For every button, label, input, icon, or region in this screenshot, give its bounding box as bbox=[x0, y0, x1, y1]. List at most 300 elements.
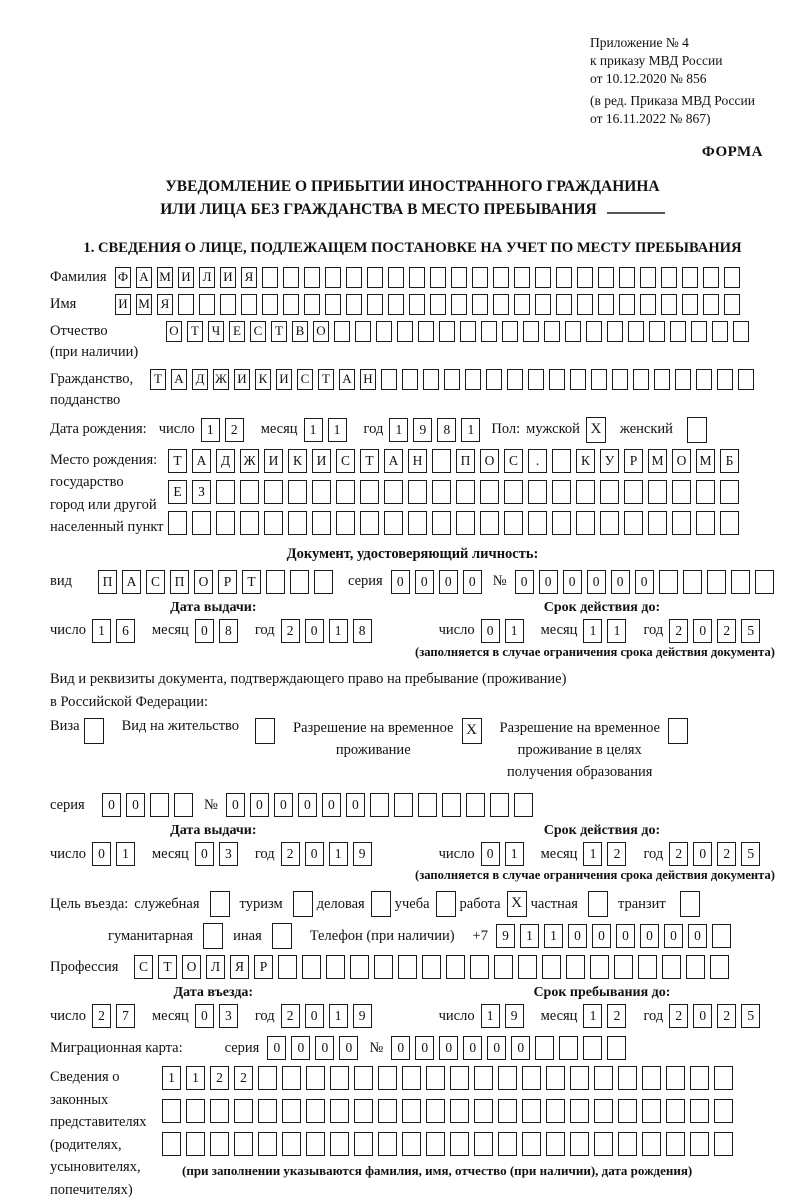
birth-place-cells-1 bbox=[168, 449, 744, 473]
char-box bbox=[304, 267, 320, 288]
birth-place-label-line2: государство bbox=[50, 474, 124, 491]
char-box: 0 bbox=[611, 570, 630, 594]
char-box bbox=[255, 718, 275, 744]
char-box: 0 bbox=[315, 1036, 334, 1060]
char-box bbox=[162, 1099, 181, 1123]
char-box bbox=[619, 294, 635, 315]
char-box bbox=[619, 267, 635, 288]
birth-place-label-line4: населенный пункт bbox=[50, 519, 164, 536]
char-box bbox=[522, 1132, 541, 1156]
char-box bbox=[306, 1066, 325, 1090]
char-box bbox=[388, 294, 404, 315]
char-box bbox=[486, 369, 502, 390]
char-box: В bbox=[292, 321, 308, 342]
limited-validity-note: (заполняется в случае ограничения срока действия документа) bbox=[415, 868, 775, 883]
char-box: Т bbox=[242, 570, 261, 594]
char-box bbox=[302, 955, 321, 979]
char-box bbox=[423, 369, 439, 390]
char-box: 0 bbox=[195, 619, 214, 643]
official-checkbox bbox=[210, 891, 234, 917]
char-box bbox=[432, 449, 451, 473]
char-box bbox=[451, 294, 467, 315]
char-box bbox=[576, 511, 595, 535]
char-box: Р bbox=[218, 570, 237, 594]
valid-until-heading: Срок действия до: bbox=[543, 823, 661, 839]
char-box: 0 bbox=[415, 1036, 434, 1060]
identity-doc-heading: Документ, удостоверяющий личность: bbox=[286, 545, 539, 562]
header-line: от 16.11.2022 № 867) bbox=[590, 111, 711, 127]
char-box bbox=[312, 511, 331, 535]
char-box bbox=[691, 321, 707, 342]
char-box bbox=[258, 1099, 277, 1123]
char-box: 2 bbox=[717, 619, 736, 643]
char-box bbox=[552, 480, 571, 504]
patronymic-label bbox=[50, 321, 158, 363]
temp-permit-edu-checkbox bbox=[668, 718, 692, 744]
char-box bbox=[474, 1099, 493, 1123]
char-box bbox=[474, 1066, 493, 1090]
char-box: Т bbox=[187, 321, 203, 342]
doc-valid-day-cells bbox=[481, 619, 529, 643]
char-box: 0 bbox=[635, 570, 654, 594]
char-box bbox=[633, 369, 649, 390]
char-box: 0 bbox=[226, 793, 245, 817]
male-label: мужской bbox=[526, 421, 580, 438]
char-box bbox=[522, 1066, 541, 1090]
patronymic-row bbox=[50, 321, 775, 363]
char-box bbox=[614, 955, 633, 979]
female-checkbox bbox=[687, 417, 711, 443]
char-box: М bbox=[696, 449, 715, 473]
char-box bbox=[330, 1099, 349, 1123]
char-box: 0 bbox=[664, 924, 683, 948]
char-box bbox=[594, 1132, 613, 1156]
char-box bbox=[654, 369, 670, 390]
char-box bbox=[451, 267, 467, 288]
char-box: 1 bbox=[201, 418, 220, 442]
char-box: 0 bbox=[102, 793, 121, 817]
char-box bbox=[264, 480, 283, 504]
char-box bbox=[314, 570, 333, 594]
char-box bbox=[490, 793, 509, 817]
char-box: 6 bbox=[116, 619, 135, 643]
char-box bbox=[465, 369, 481, 390]
char-box bbox=[494, 955, 513, 979]
char-box bbox=[470, 955, 489, 979]
char-box bbox=[378, 1066, 397, 1090]
humanitarian-label: гуманитарная bbox=[108, 927, 194, 944]
char-box bbox=[577, 294, 593, 315]
phone-cells bbox=[496, 924, 736, 948]
char-box bbox=[418, 793, 437, 817]
tourism-label: туризм bbox=[239, 895, 283, 912]
char-box bbox=[430, 294, 446, 315]
doc-type-cells bbox=[98, 570, 338, 594]
char-box bbox=[618, 1132, 637, 1156]
char-box bbox=[426, 1132, 445, 1156]
char-box bbox=[330, 1132, 349, 1156]
char-box bbox=[518, 955, 537, 979]
representatives-label-line3: представителях bbox=[50, 1114, 147, 1131]
doc-number-label: № bbox=[492, 573, 507, 590]
day-label: число bbox=[158, 421, 195, 438]
char-box bbox=[703, 267, 719, 288]
char-box: О bbox=[194, 570, 213, 594]
char-box bbox=[666, 1132, 685, 1156]
birth-month-cells bbox=[304, 418, 352, 442]
char-box bbox=[199, 294, 215, 315]
char-box: И bbox=[220, 267, 236, 288]
char-box bbox=[535, 267, 551, 288]
char-box bbox=[649, 321, 665, 342]
char-box: 0 bbox=[92, 842, 111, 866]
year-label: год bbox=[643, 622, 664, 639]
year-label: год bbox=[643, 845, 664, 862]
birth-date-row bbox=[50, 417, 775, 443]
temp-permit-checkbox bbox=[462, 718, 486, 744]
char-box: М bbox=[136, 294, 152, 315]
char-box bbox=[640, 267, 656, 288]
char-box bbox=[398, 955, 417, 979]
char-box: 0 bbox=[126, 793, 145, 817]
char-box: 0 bbox=[693, 619, 712, 643]
char-box bbox=[262, 267, 278, 288]
char-box bbox=[456, 480, 475, 504]
char-box: 0 bbox=[322, 793, 341, 817]
header-line: от 10.12.2020 № 856 bbox=[590, 70, 707, 86]
char-box: С bbox=[146, 570, 165, 594]
representatives-rows bbox=[162, 1066, 738, 1179]
char-box bbox=[670, 321, 686, 342]
char-box bbox=[556, 294, 572, 315]
char-box: 0 bbox=[274, 793, 293, 817]
entry-year-cells bbox=[281, 1004, 377, 1028]
char-box bbox=[546, 1132, 565, 1156]
char-box bbox=[354, 1099, 373, 1123]
char-box bbox=[422, 955, 441, 979]
char-box: П bbox=[170, 570, 189, 594]
char-box bbox=[402, 1099, 421, 1123]
char-box bbox=[258, 1132, 277, 1156]
char-box bbox=[402, 1132, 421, 1156]
char-box: Р bbox=[254, 955, 273, 979]
char-box: Р bbox=[624, 449, 643, 473]
char-box: 1 bbox=[505, 842, 524, 866]
char-box bbox=[384, 480, 403, 504]
doc-issue-day-cells bbox=[92, 619, 140, 643]
char-box: А bbox=[136, 267, 152, 288]
char-box bbox=[336, 511, 355, 535]
phone-label: Телефон (при наличии) bbox=[309, 927, 455, 944]
char-box: 2 bbox=[281, 1004, 300, 1028]
birth-place-label bbox=[50, 449, 168, 539]
char-box: 0 bbox=[592, 924, 611, 948]
char-box bbox=[474, 1132, 493, 1156]
stay-until-heading: Срок пребывания до: bbox=[533, 985, 671, 1001]
permit-issue-group bbox=[50, 823, 377, 866]
char-box: 0 bbox=[439, 1036, 458, 1060]
char-box bbox=[409, 267, 425, 288]
char-box bbox=[546, 1066, 565, 1090]
char-box bbox=[686, 955, 705, 979]
char-box: Я bbox=[230, 955, 249, 979]
char-box bbox=[618, 1099, 637, 1123]
char-box bbox=[648, 480, 667, 504]
month-label: месяц bbox=[540, 845, 578, 862]
char-box bbox=[216, 480, 235, 504]
char-box bbox=[84, 718, 104, 744]
char-box bbox=[354, 1066, 373, 1090]
char-box: О bbox=[166, 321, 182, 342]
char-box: 0 bbox=[693, 842, 712, 866]
char-box bbox=[628, 321, 644, 342]
char-box bbox=[690, 1132, 709, 1156]
char-box bbox=[535, 1036, 554, 1060]
char-box bbox=[672, 480, 691, 504]
char-box: 1 bbox=[389, 418, 408, 442]
forma-label: ФОРМА bbox=[701, 144, 763, 161]
char-box: О bbox=[480, 449, 499, 473]
char-box bbox=[370, 793, 389, 817]
char-box: 0 bbox=[250, 793, 269, 817]
study-label: учеба bbox=[394, 895, 430, 912]
char-box: Я bbox=[157, 294, 173, 315]
char-box bbox=[409, 294, 425, 315]
char-box bbox=[306, 1132, 325, 1156]
char-box: 0 bbox=[568, 924, 587, 948]
char-box bbox=[566, 955, 585, 979]
issue-date-heading: Дата выдачи: bbox=[170, 823, 257, 839]
char-box bbox=[367, 267, 383, 288]
char-box: 0 bbox=[688, 924, 707, 948]
profession-row bbox=[50, 955, 775, 979]
day-label: число bbox=[50, 845, 86, 862]
doc-type-row bbox=[50, 570, 775, 594]
year-label: год bbox=[254, 622, 275, 639]
char-box: 1 bbox=[607, 619, 626, 643]
char-box bbox=[460, 321, 476, 342]
permit-issue-year-cells bbox=[281, 842, 377, 866]
transit-checkbox bbox=[680, 891, 704, 917]
char-box: 7 bbox=[116, 1004, 135, 1028]
given-name-label: Имя bbox=[50, 295, 77, 312]
permit-series-label: серия bbox=[50, 796, 85, 813]
study-checkbox bbox=[436, 891, 460, 917]
char-box: 2 bbox=[92, 1004, 111, 1028]
char-box: Е bbox=[168, 480, 187, 504]
char-box bbox=[720, 480, 739, 504]
doc-issue-month-cells bbox=[195, 619, 243, 643]
char-box bbox=[374, 955, 393, 979]
doc-series-cells bbox=[391, 570, 487, 594]
permit-issue-day-cells bbox=[92, 842, 140, 866]
tourism-checkbox bbox=[293, 891, 317, 917]
char-box bbox=[549, 369, 565, 390]
permit-valid-day-cells bbox=[481, 842, 529, 866]
char-box bbox=[290, 570, 309, 594]
char-box bbox=[724, 294, 740, 315]
entry-day-cells bbox=[92, 1004, 140, 1028]
char-box: 1 bbox=[329, 842, 348, 866]
char-box bbox=[731, 570, 750, 594]
char-box: Н bbox=[408, 449, 427, 473]
char-box bbox=[367, 294, 383, 315]
char-box bbox=[326, 955, 345, 979]
char-box bbox=[696, 511, 715, 535]
male-checkbox bbox=[586, 417, 610, 443]
char-box: 0 bbox=[391, 570, 410, 594]
char-box bbox=[714, 1132, 733, 1156]
birth-year-cells bbox=[389, 418, 485, 442]
surname-label: Фамилия bbox=[50, 268, 107, 285]
char-box: Ж bbox=[213, 369, 229, 390]
char-box bbox=[588, 891, 608, 917]
char-box bbox=[576, 480, 595, 504]
month-label: месяц bbox=[260, 421, 298, 438]
char-box: Т bbox=[318, 369, 334, 390]
char-box: Я bbox=[241, 267, 257, 288]
char-box: 2 bbox=[607, 1004, 626, 1028]
char-box bbox=[210, 1132, 229, 1156]
permit-series-cells bbox=[102, 793, 198, 817]
char-box bbox=[264, 511, 283, 535]
char-box: 1 bbox=[505, 619, 524, 643]
char-box: 9 bbox=[413, 418, 432, 442]
representatives-label-line5: усыновителях, bbox=[50, 1159, 141, 1176]
char-box: 9 bbox=[505, 1004, 524, 1028]
char-box: X bbox=[462, 718, 482, 744]
given-name-row bbox=[50, 294, 775, 315]
representatives-cells-1 bbox=[162, 1066, 738, 1090]
char-box: X bbox=[507, 891, 527, 917]
char-box: 2 bbox=[281, 619, 300, 643]
doc-number-cells bbox=[515, 570, 779, 594]
char-box bbox=[472, 294, 488, 315]
char-box: 0 bbox=[267, 1036, 286, 1060]
char-box bbox=[682, 267, 698, 288]
char-box bbox=[330, 1066, 349, 1090]
permit-valid-month-cells bbox=[583, 842, 631, 866]
char-box bbox=[680, 891, 700, 917]
other-label: иная bbox=[233, 927, 262, 944]
patronymic-label-line1: Отчество bbox=[50, 322, 108, 339]
char-box: 2 bbox=[210, 1066, 229, 1090]
char-box: 2 bbox=[717, 842, 736, 866]
stay-year-cells bbox=[669, 1004, 765, 1028]
transit-label: транзит bbox=[617, 895, 666, 912]
char-box bbox=[522, 1099, 541, 1123]
char-box bbox=[607, 1036, 626, 1060]
temp-permit-caption-line2: проживание bbox=[335, 741, 411, 758]
char-box bbox=[640, 294, 656, 315]
char-box bbox=[371, 891, 391, 917]
birth-place-cells-2 bbox=[168, 480, 744, 504]
doc-issue-year-cells bbox=[281, 619, 377, 643]
doc-valid-group bbox=[439, 600, 766, 643]
char-box bbox=[672, 511, 691, 535]
char-box bbox=[717, 369, 733, 390]
char-box bbox=[283, 294, 299, 315]
char-box bbox=[426, 1099, 445, 1123]
char-box: А bbox=[339, 369, 355, 390]
day-label: число bbox=[438, 622, 475, 639]
char-box: 0 bbox=[346, 793, 365, 817]
char-box: X bbox=[586, 417, 606, 443]
char-box bbox=[282, 1132, 301, 1156]
char-box bbox=[283, 267, 299, 288]
char-box bbox=[258, 1066, 277, 1090]
char-box: И bbox=[115, 294, 131, 315]
char-box: 5 bbox=[741, 842, 760, 866]
char-box bbox=[168, 511, 187, 535]
char-box bbox=[662, 955, 681, 979]
permit-valid-year-cells bbox=[669, 842, 765, 866]
char-box: З bbox=[192, 480, 211, 504]
char-box: 1 bbox=[461, 418, 480, 442]
char-box bbox=[624, 480, 643, 504]
birth-place-rows bbox=[168, 449, 744, 542]
char-box bbox=[432, 511, 451, 535]
char-box bbox=[607, 321, 623, 342]
char-box: 1 bbox=[92, 619, 111, 643]
representatives-label-line6: попечителях) bbox=[50, 1181, 133, 1198]
char-box: Т bbox=[150, 369, 166, 390]
char-box bbox=[598, 267, 614, 288]
entry-purpose-row2 bbox=[50, 923, 775, 949]
char-box bbox=[594, 1066, 613, 1090]
char-box bbox=[266, 570, 285, 594]
char-box bbox=[583, 1036, 602, 1060]
char-box: 0 bbox=[563, 570, 582, 594]
char-box bbox=[480, 511, 499, 535]
char-box bbox=[450, 1099, 469, 1123]
char-box: Т bbox=[360, 449, 379, 473]
char-box: С bbox=[250, 321, 266, 342]
day-label: число bbox=[438, 845, 475, 862]
char-box: 9 bbox=[353, 842, 372, 866]
char-box: 8 bbox=[437, 418, 456, 442]
char-box bbox=[186, 1099, 205, 1123]
char-box bbox=[687, 417, 707, 443]
char-box bbox=[436, 891, 456, 917]
char-box: 5 bbox=[741, 619, 760, 643]
residence-checkbox bbox=[255, 718, 279, 744]
char-box bbox=[360, 511, 379, 535]
char-box: П bbox=[98, 570, 117, 594]
char-box bbox=[234, 1099, 253, 1123]
birth-place-block bbox=[50, 449, 775, 542]
char-box: 2 bbox=[669, 1004, 688, 1028]
private-label: частная bbox=[530, 895, 578, 912]
char-box: 1 bbox=[116, 842, 135, 866]
doc-series-label: серия bbox=[348, 573, 383, 590]
char-box: 0 bbox=[463, 570, 482, 594]
header-line: Приложение № 4 bbox=[590, 35, 689, 50]
month-label: месяц bbox=[151, 622, 189, 639]
char-box: Д bbox=[192, 369, 208, 390]
char-box bbox=[334, 321, 350, 342]
char-box bbox=[528, 369, 544, 390]
char-box bbox=[523, 321, 539, 342]
char-box: И bbox=[312, 449, 331, 473]
char-box: 1 bbox=[329, 619, 348, 643]
char-box: Л bbox=[206, 955, 225, 979]
char-box bbox=[618, 1066, 637, 1090]
char-box: 1 bbox=[162, 1066, 181, 1090]
char-box bbox=[559, 1036, 578, 1060]
char-box: 0 bbox=[487, 1036, 506, 1060]
char-box bbox=[220, 294, 236, 315]
